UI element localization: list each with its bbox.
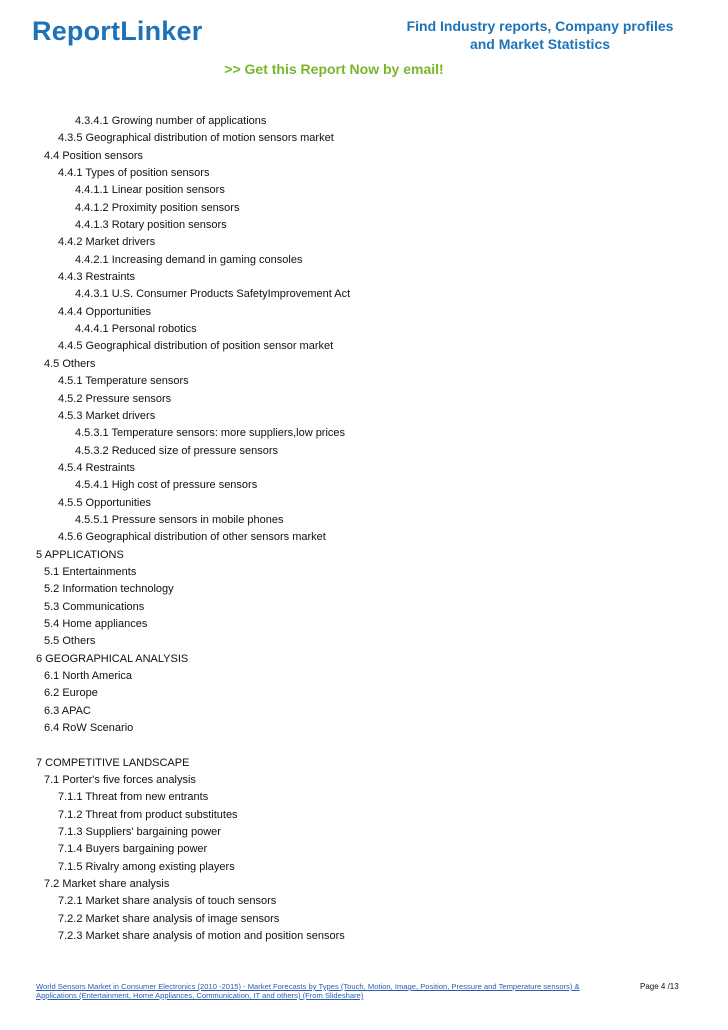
toc-entry: 4.5 Others [44, 357, 96, 370]
toc-entry: 4.4.1 Types of position sensors [58, 167, 210, 180]
toc-entry: 7.1.5 Rivalry among existing players [58, 860, 235, 873]
toc-entry: 4.5.5 Opportunities [58, 496, 151, 509]
toc-entry: 7.1 Porter's five forces analysis [44, 774, 196, 787]
toc-entry: 6.1 North America [44, 670, 133, 682]
toc-entry: 4.5.4 Restraints [58, 461, 136, 474]
toc-entry: 4.5.2 Pressure sensors [58, 392, 172, 405]
toc-entry: 5.2 Information technology [44, 583, 174, 596]
toc-entry: 4.4.1.3 Rotary position sensors [75, 219, 227, 232]
toc-entry: 7.2.2 Market share analysis of image sensors [58, 912, 280, 925]
toc-entry: 7.2.3 Market share analysis of motion and position sensors [58, 930, 345, 943]
toc-entry: 6.2 Europe [44, 687, 98, 700]
toc-entry: 7.1.3 Suppliers' bargaining power [58, 826, 221, 839]
tagline-line-2: and Market Statistics [469, 36, 611, 52]
get-report-email-link[interactable]: >> Get this Report Now by email! [224, 61, 444, 77]
footer-report-title-link[interactable]: World Sensors Market in Consumer Electronics (2010 -2015) - Market Forecasts by Types (Touch, Motion, Image, Position, Pressure and Temperature sensors) & Applications (Entertainment, Home Appliances, Communication, IT and others) (From Slideshare) [36, 982, 580, 1000]
toc-entry: 7.2 Market share analysis [44, 878, 170, 891]
toc-entry: 4.5.4.1 High cost of pressure sensors [75, 479, 258, 492]
toc-entry: 4.5.6 Geographical distribution of other sensors market [58, 531, 326, 544]
toc-entry: 4.4.4 Opportunities [58, 305, 151, 318]
toc-entry: 4.4.3 Restraints [58, 271, 136, 284]
toc-entry: 6.4 RoW Scenario [44, 722, 134, 735]
table-of-contents [0, 113, 728, 946]
toc-entry: 4.5.3.1 Temperature sensors: more suppliers,low prices [75, 427, 346, 440]
toc-entry: 4.5.3 Market drivers [58, 409, 156, 422]
page-number: Page 4 /13 [640, 982, 679, 991]
toc-entry: 5.3 Communications [44, 600, 145, 613]
toc-entry: 7.2.1 Market share analysis of touch sensors [58, 895, 277, 908]
toc-entry: 4.5.5.1 Pressure sensors in mobile phones [75, 513, 284, 526]
toc-entry: 5.5 Others [44, 635, 96, 648]
toc-spacer [0, 737, 728, 754]
toc-entry: 4.3.4.1 Growing number of applications [75, 115, 267, 127]
toc-entry: 6.3 APAC [44, 704, 91, 717]
toc-entry: 4.3.5 Geographical distribution of motion sensors market [58, 132, 334, 145]
toc-entry: 7.1.2 Threat from product substitutes [58, 808, 238, 821]
toc-entry: 4.4.2 Market drivers [58, 236, 156, 249]
toc-entry: 4.4.3.1 U.S. Consumer Products SafetyImprovement Act [75, 288, 351, 301]
toc-entry: 7.1.1 Threat from new entrants [58, 791, 209, 804]
toc-entry: 4.4.1.2 Proximity position sensors [75, 201, 240, 214]
toc-entry: 4.5.3.2 Reduced size of pressure sensors [75, 444, 279, 457]
toc-entry: 4.4.1.1 Linear position sensors [75, 184, 225, 197]
toc-entry: 7 COMPETITIVE LANDSCAPE [36, 756, 190, 769]
toc-entry: 4.4 Position sensors [44, 149, 144, 162]
toc-entry: 5 APPLICATIONS [36, 548, 124, 561]
toc-entry: 5.1 Entertainments [44, 565, 137, 578]
toc-entry: 4.5.1 Temperature sensors [58, 375, 189, 388]
header-tagline [360, 17, 720, 53]
tagline-line-1: Find Industry reports, Company profiles [406, 18, 674, 34]
toc-entry: 6 GEOGRAPHICAL ANALYSIS [36, 652, 189, 665]
toc-entry: 4.4.2.1 Increasing demand in gaming consoles [75, 253, 303, 266]
toc-entry: 4.4.4.1 Personal robotics [75, 323, 197, 336]
toc-entry: 4.4.5 Geographical distribution of position sensor market [58, 340, 334, 353]
reportlinker-logo[interactable]: ReportLinker [32, 16, 203, 46]
toc-entry: 5.4 Home appliances [44, 617, 148, 630]
toc-entry: 7.1.4 Buyers bargaining power [58, 843, 208, 856]
